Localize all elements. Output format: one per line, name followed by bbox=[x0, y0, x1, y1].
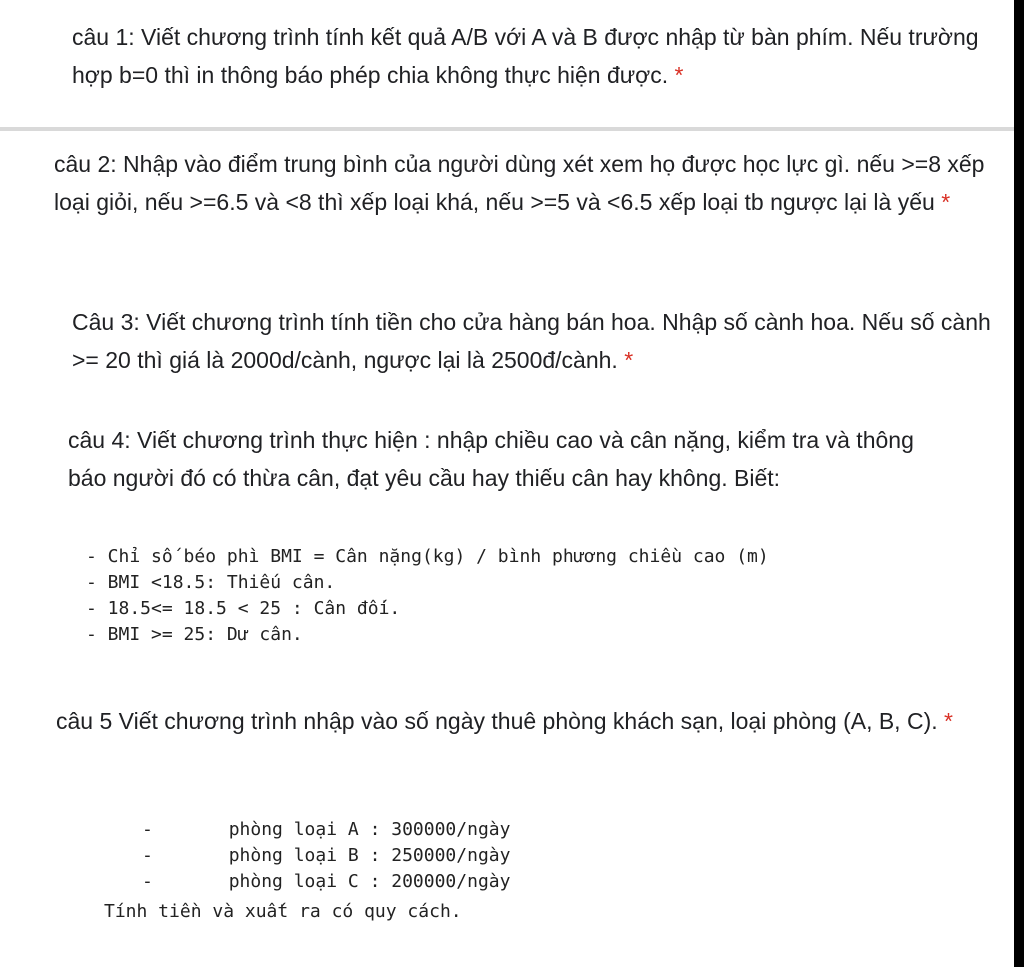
question-1-text: câu 1: Viết chương trình tính kết quả A/B với A và B được nhập từ bàn phím. Nếu trường hợp b=0 thì in thông báo phép chia không thực hiện được. * bbox=[72, 24, 979, 88]
question-card-1 bbox=[0, 0, 1014, 127]
question-5-text: câu 5 Viết chương trình nhập vào số ngày thuê phòng khách sạn, loại phòng (A, B, C). * bbox=[56, 708, 953, 734]
room-price: - phòng loại A : 300000/ngày bbox=[142, 819, 511, 840]
required-mark: * bbox=[944, 708, 953, 734]
bmi-notes bbox=[86, 544, 769, 648]
room-prices bbox=[142, 817, 510, 895]
question-2-text: câu 2: Nhập vào điểm trung bình của người dùng xét xem họ được học lực gì. nếu >=8 xếp loại giỏi, nếu >=6.5 và <8 thì xếp loại khá, nếu >=5 và <6.5 xếp loại tb ngược lại là yếu * bbox=[54, 151, 985, 215]
question-5-footer: Tính tiền và xuất ra có quy cách. bbox=[104, 901, 462, 922]
bmi-note: - Chỉ số béo phì BMI = Cân nặng(kg) / bình phương chiều cao (m) bbox=[86, 546, 769, 567]
question-card-rest bbox=[0, 131, 1014, 967]
bmi-note: - BMI >= 25: Dư cân. bbox=[86, 624, 303, 645]
required-mark: * bbox=[674, 62, 684, 88]
room-price: - phòng loại B : 250000/ngày bbox=[142, 845, 511, 866]
bmi-note: - BMI <18.5: Thiếu cân. bbox=[86, 572, 336, 593]
question-4-text: câu 4: Viết chương trình thực hiện : nhập chiều cao và cân nặng, kiểm tra và thông báo người đó có thừa cân, đạt yêu cầu hay thiếu cân hay không. Biết: bbox=[68, 427, 914, 491]
bmi-note: - 18.5<= 18.5 < 25 : Cân đối. bbox=[86, 598, 401, 619]
question-3-text: Câu 3: Viết chương trình tính tiền cho cửa hàng bán hoa. Nhập số cành hoa. Nếu số cành >= 20 thì giá là 2000d/cành, ngược lại là 2500đ/cành. * bbox=[72, 309, 991, 373]
room-price: - phòng loại C : 200000/ngày bbox=[142, 871, 511, 892]
required-mark: * bbox=[624, 347, 634, 373]
required-mark: * bbox=[941, 189, 951, 215]
